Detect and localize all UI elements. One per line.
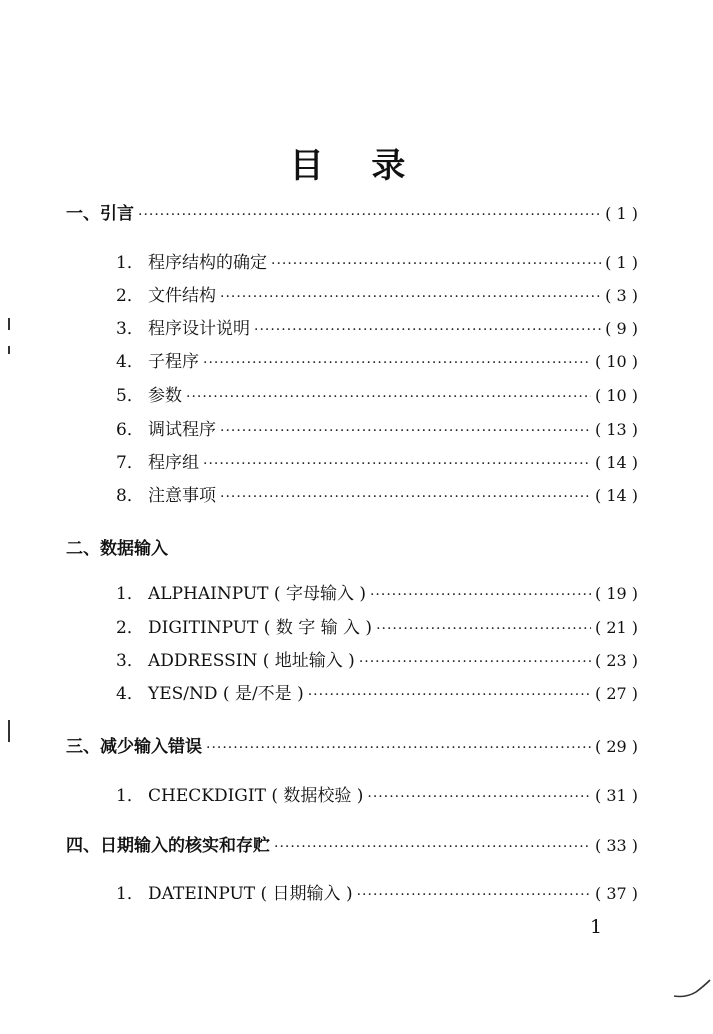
toc-item-number: 6． [116, 420, 144, 440]
toc-item-number: 1． [116, 584, 144, 604]
toc-page-ref: ( 10 ) [594, 386, 638, 405]
toc-item-number: 1． [116, 786, 144, 806]
toc-item-label: 注意事项 [148, 486, 216, 506]
toc-page-ref: ( 27 ) [594, 684, 638, 703]
toc-section-label: 数据输入 [100, 539, 168, 559]
dot-leader [186, 385, 591, 409]
toc-item [116, 649, 638, 674]
scan-mark [8, 318, 10, 330]
toc-item-label: DATEINPUT ( 日期输入 ) [148, 884, 353, 904]
toc-page-ref: ( 31 ) [594, 786, 638, 805]
toc-item-label: 子程序 [148, 352, 199, 372]
toc-item-label: 程序设计说明 [148, 319, 250, 339]
toc-item-number: 5． [116, 386, 144, 406]
scan-mark [8, 720, 10, 742]
toc-page-ref: ( 1 ) [605, 253, 638, 272]
dot-leader [359, 650, 591, 674]
toc-section-number: 三、 [66, 737, 100, 757]
toc-section [66, 202, 638, 227]
toc-item-number: 7． [116, 453, 144, 473]
toc-item-label: 程序组 [148, 453, 199, 473]
toc-item-label: 调试程序 [148, 420, 216, 440]
scan-scribble [672, 978, 712, 1002]
toc-item-number: 4． [116, 684, 144, 704]
page-number: 1 [590, 916, 603, 938]
dot-leader [274, 835, 591, 859]
toc-section-number: 一、 [66, 204, 100, 224]
toc-item-label: YES/ND ( 是/不是 ) [148, 684, 304, 704]
toc-item [116, 251, 638, 276]
dot-leader [203, 452, 591, 476]
dot-leader [203, 351, 591, 375]
dot-leader [220, 419, 591, 443]
toc-section-number: 四、 [66, 836, 100, 856]
toc-item-label: 参数 [148, 386, 182, 406]
toc-item-label: 文件结构 [148, 286, 216, 306]
toc-page-ref: ( 19 ) [594, 584, 638, 603]
toc-page-ref: ( 23 ) [594, 651, 638, 670]
toc-item-label: ALPHAINPUT ( 字母输入 ) [148, 584, 366, 604]
toc-page-ref: ( 10 ) [594, 352, 638, 371]
toc-section-label: 日期输入的核实和存贮 [100, 836, 270, 856]
toc-item-number: 4． [116, 352, 144, 372]
toc-section [66, 834, 638, 859]
toc-item-label: ADDRESSIN ( 地址输入 ) [148, 651, 355, 671]
toc-section-label: 引言 [100, 204, 134, 224]
dot-leader [370, 583, 591, 607]
toc-item [116, 451, 638, 476]
toc-page-ref: ( 14 ) [594, 486, 638, 505]
toc-item-number: 1． [116, 253, 144, 273]
page-title: 目 录 [289, 146, 424, 186]
toc-item-label: DIGITINPUT ( 数 字 输 入 ) [148, 618, 373, 638]
toc-item-number: 3． [116, 319, 144, 339]
toc-item [116, 784, 638, 809]
toc-page-ref: ( 33 ) [594, 836, 638, 855]
toc-item [116, 682, 638, 707]
dot-leader [271, 252, 601, 276]
dot-leader [367, 785, 591, 809]
toc-item-label: CHECKDIGIT ( 数据校验 ) [148, 786, 364, 806]
dot-leader [308, 683, 591, 707]
toc-item-number: 3． [116, 651, 144, 671]
toc-section [66, 537, 638, 561]
toc-item [116, 882, 638, 907]
toc-page-ref: ( 29 ) [594, 737, 638, 756]
toc-item-label: 程序结构的确定 [148, 253, 267, 273]
toc-item [116, 317, 638, 342]
toc-item [116, 582, 638, 607]
toc-item-number: 8． [116, 486, 144, 506]
dot-leader [138, 203, 601, 227]
toc-page-ref: ( 13 ) [594, 420, 638, 439]
toc-item-number: 2． [116, 618, 144, 638]
dot-leader [220, 285, 601, 309]
dot-leader [357, 883, 591, 907]
dot-leader [376, 617, 591, 641]
toc-item-number: 1． [116, 884, 144, 904]
toc-item-number: 2． [116, 286, 144, 306]
toc-page-ref: ( 1 ) [605, 204, 638, 223]
toc-item [116, 350, 638, 375]
toc-section-label: 减少输入错误 [100, 737, 202, 757]
toc-page-ref: ( 9 ) [605, 319, 638, 338]
toc-page-ref: ( 14 ) [594, 453, 638, 472]
toc-item [116, 284, 638, 309]
toc-page-ref: ( 3 ) [605, 286, 638, 305]
toc-item [116, 418, 638, 443]
toc-page-ref: ( 37 ) [594, 884, 638, 903]
toc-section-number: 二、 [66, 539, 100, 559]
toc-page-ref: ( 21 ) [594, 618, 638, 637]
toc-item [116, 384, 638, 409]
dot-leader [254, 318, 601, 342]
dot-leader [206, 736, 591, 760]
dot-leader [220, 485, 591, 509]
toc-item [116, 616, 638, 641]
toc-section [66, 735, 638, 760]
scan-mark [8, 346, 10, 354]
toc-item [116, 484, 638, 509]
